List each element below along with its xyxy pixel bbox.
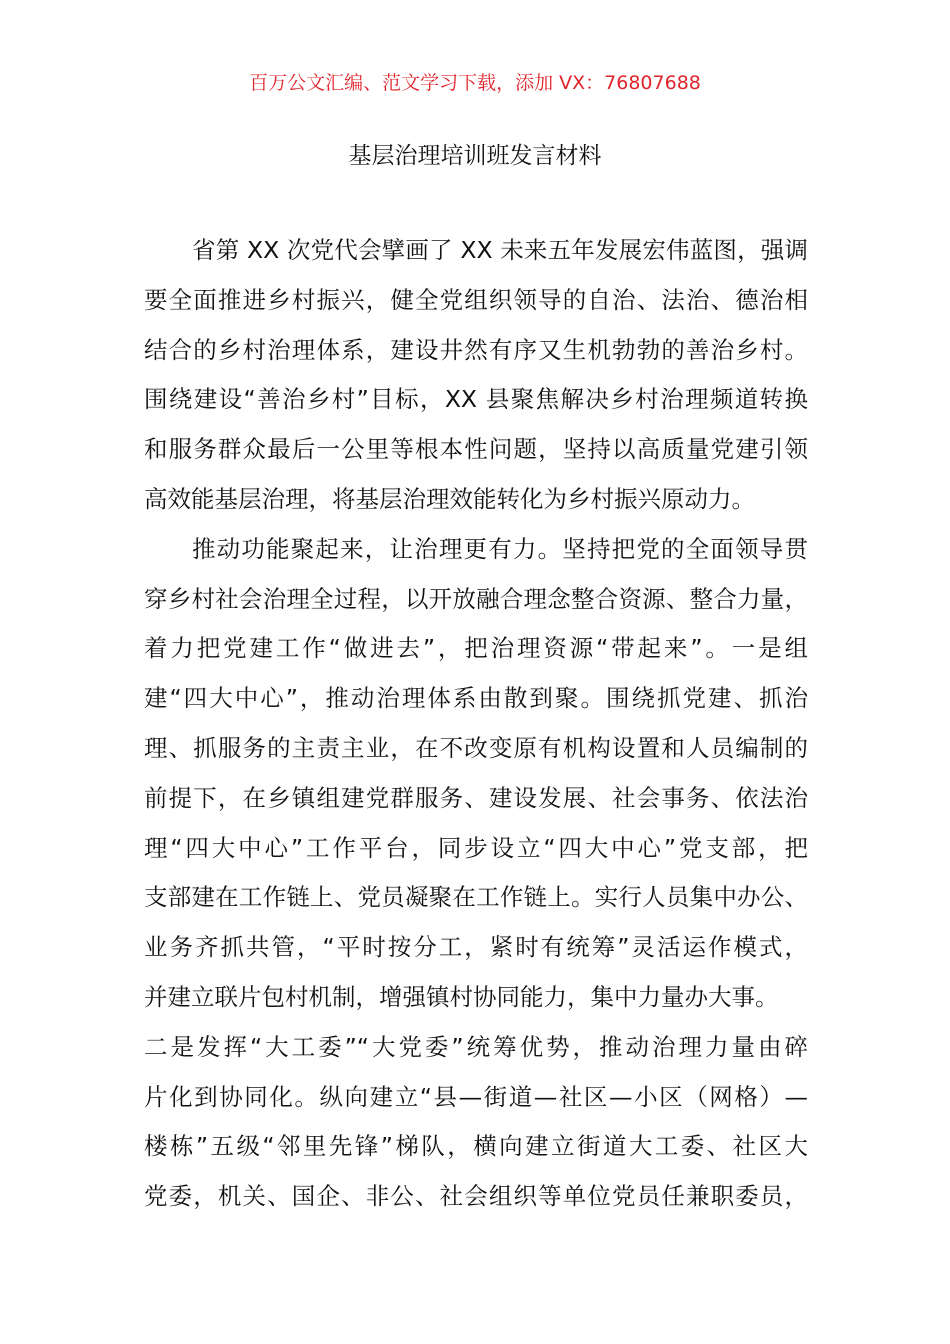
text-line: 理、抓服务的主责主业，在不改变原有机构设置和人员编制的 <box>144 733 808 762</box>
text-line: 要全面推进乡村振兴，健全党组织领导的自治、法治、德治相 <box>144 285 808 314</box>
text-line: 楼栋”五级“邻里先锋”梯队，横向建立街道大工委、社区大 <box>144 1132 808 1161</box>
text-line: 着力把党建工作“做进去”，把治理资源“带起来”。一是组 <box>144 634 808 663</box>
text-line: 党委，机关、国企、非公、社会组织等单位党员任兼职委员， <box>144 1182 808 1211</box>
text-line: 围绕建设“善治乡村”目标，XX 县聚焦解决乡村治理频道转换 <box>144 385 808 414</box>
text-line: 穿乡村社会治理全过程，以开放融合理念整合资源、整合力量， <box>144 584 808 613</box>
text-line: 高效能基层治理，将基层治理效能转化为乡村振兴原动力。 <box>144 484 755 513</box>
document-body <box>144 232 808 1228</box>
text-line: 二是发挥“大工委”“大党委”统筹优势，推动治理力量由碎 <box>144 1032 808 1061</box>
text-line: 理“四大中心”工作平台，同步设立“四大中心”党支部，把 <box>144 833 808 862</box>
text-line: 省第 XX 次党代会擘画了 XX 未来五年发展宏伟蓝图，强调 <box>192 236 808 264</box>
text-line: 业务齐抓共管，“平时按分工，紧时有统筹”灵活运作模式， <box>144 933 808 962</box>
text-line: 建“四大中心”，推动治理体系由散到聚。围绕抓党建、抓治 <box>144 684 808 713</box>
text-line: 和服务群众最后一公里等根本性问题，坚持以高质量党建引领 <box>144 435 808 464</box>
text-line: 推动功能聚起来，让治理更有力。坚持把党的全面领导贯 <box>192 534 808 563</box>
text-line: 支部建在工作链上、党员凝聚在工作链上。实行人员集中办公、 <box>144 883 808 912</box>
text-line: 结合的乡村治理体系，建设井然有序又生机勃勃的善治乡村。 <box>144 335 808 364</box>
watermark-header: 百万公文汇编、范文学习下载，添加 VX：76807688 <box>249 72 701 94</box>
text-line: 并建立联片包村机制，增强镇村协同能力，集中力量办大事。 <box>144 982 779 1011</box>
text-line: 片化到协同化。纵向建立“县—街道—社区—小区（网格）— <box>144 1082 808 1111</box>
document-title: 基层治理培训班发言材料 <box>348 143 602 169</box>
text-line: 前提下，在乡镇组建党群服务、建设发展、社会事务、依法治 <box>144 783 808 812</box>
